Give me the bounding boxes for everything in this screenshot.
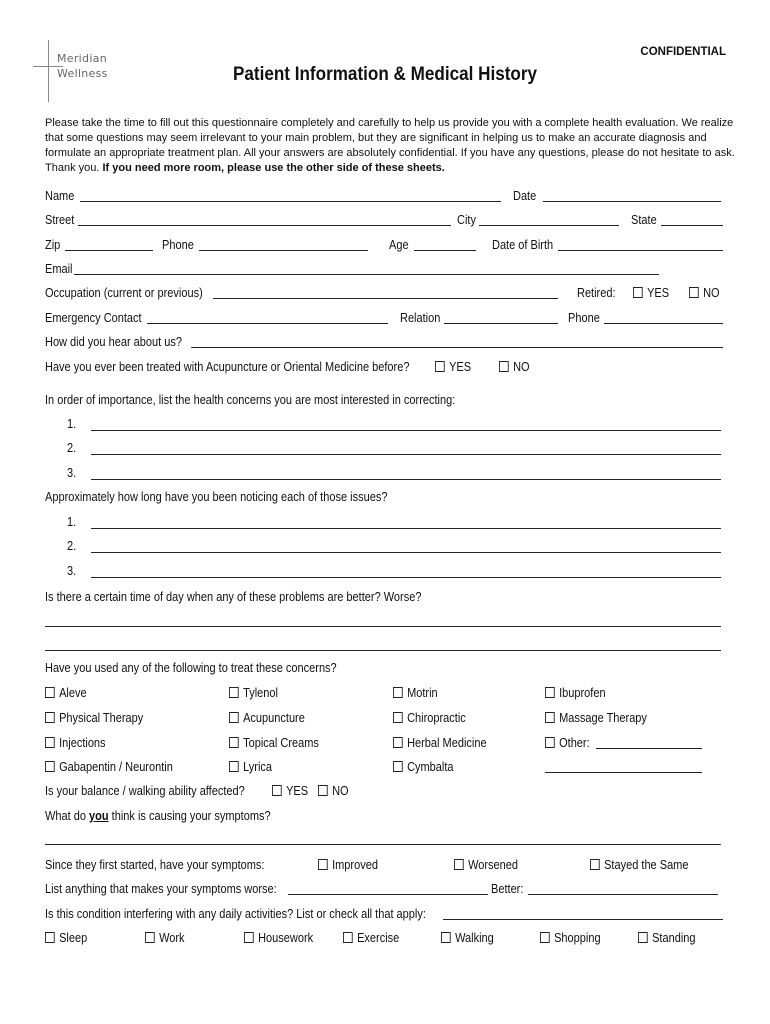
emergency-label: Emergency Contact xyxy=(45,311,142,325)
date-field[interactable] xyxy=(543,201,721,202)
treatment-label: Physical Therapy xyxy=(59,711,144,725)
intro-text: Please take the time to fill out this questionnaire completely and carefully to help us provide you with a complete health evaluation. We realize that some questions may seem irrelevant to your main problem, but they are significant in helping us to make an accurate diagnosis and formulate an appropriate treatment plan. All your answers are absolutely confidential. If you have any questions, please do not hesitate to ask. Thank you. xyxy=(45,117,735,174)
checkbox-icon xyxy=(638,932,648,943)
checkbox-icon xyxy=(454,859,464,870)
dob-label: Date of Birth xyxy=(492,238,554,252)
checkbox-icon xyxy=(272,785,282,796)
age-label: Age xyxy=(389,238,409,252)
checkbox-icon xyxy=(441,932,451,943)
occupation-field[interactable] xyxy=(213,298,558,299)
emergency-field[interactable] xyxy=(147,323,388,324)
checkbox-icon xyxy=(229,712,239,723)
checkbox-icon xyxy=(545,712,555,723)
activity-label: Walking xyxy=(455,931,494,945)
cause-pre: What do xyxy=(45,809,86,823)
treatment-label: Lyrica xyxy=(243,760,273,774)
zip-label: Zip xyxy=(45,238,61,252)
balance-no-label: NO xyxy=(332,784,349,798)
acupuncture-question: Have you ever been treated with Acupuncture or Oriental Medicine before? xyxy=(45,360,410,374)
checkbox-icon xyxy=(689,287,699,298)
time-field-1[interactable] xyxy=(45,626,721,627)
daily-field[interactable] xyxy=(443,919,723,920)
treatment-gabapentin[interactable] xyxy=(45,759,173,775)
better-label: Better: xyxy=(491,882,524,896)
page-title: Patient Information & Medical History xyxy=(232,64,538,85)
balance-yes-label: YES xyxy=(286,784,309,798)
date-label: Date xyxy=(513,189,537,203)
treatment-chiropractic[interactable] xyxy=(393,710,466,726)
checkbox-icon xyxy=(318,859,328,870)
duration-field-2[interactable] xyxy=(91,552,721,553)
checkbox-icon xyxy=(540,932,550,943)
treatment-label: Massage Therapy xyxy=(559,711,647,725)
treatment-label: Acupuncture xyxy=(243,711,305,725)
time-field-2[interactable] xyxy=(45,650,721,651)
since-worsened[interactable] xyxy=(454,857,518,873)
cause-you: you xyxy=(89,809,109,823)
retired-no-label: NO xyxy=(703,286,720,300)
treatment-other[interactable] xyxy=(545,735,590,751)
confidential-label: CONFIDENTIAL xyxy=(640,46,726,58)
duration-num-3: 3. xyxy=(67,564,77,578)
treatment-aleve[interactable] xyxy=(45,685,87,701)
checkbox-icon xyxy=(45,737,55,748)
occupation-label: Occupation (current or previous) xyxy=(45,286,203,300)
phone-field[interactable] xyxy=(199,250,368,251)
activity-label: Shopping xyxy=(554,931,601,945)
state-field[interactable] xyxy=(661,225,723,226)
treatment-motrin[interactable] xyxy=(393,685,438,701)
activity-label: Standing xyxy=(652,931,696,945)
duration-question: Approximately how long have you been noticing each of those issues? xyxy=(45,490,388,504)
treatment-label: Other: xyxy=(559,736,590,750)
name-field[interactable] xyxy=(80,201,501,202)
since-same-label: Stayed the Same xyxy=(604,858,689,872)
activity-shopping[interactable] xyxy=(540,930,601,946)
treatment-label: Gabapentin / Neurontin xyxy=(59,760,173,774)
treatment-label: Herbal Medicine xyxy=(407,736,487,750)
activity-exercise[interactable] xyxy=(343,930,399,946)
activity-housework[interactable] xyxy=(244,930,313,946)
checkbox-icon xyxy=(343,932,353,943)
checkbox-icon xyxy=(229,737,239,748)
checkbox-icon xyxy=(45,687,55,698)
balance-yes[interactable] xyxy=(272,783,308,799)
dob-field[interactable] xyxy=(558,250,723,251)
treatment-injections[interactable] xyxy=(45,735,106,751)
treatment-label: Cymbalta xyxy=(407,760,454,774)
checkbox-icon xyxy=(499,361,509,372)
checkbox-icon xyxy=(45,712,55,723)
checkbox-icon xyxy=(229,761,239,772)
treatment-label: Aleve xyxy=(59,686,87,700)
checkbox-icon xyxy=(393,687,403,698)
treatment-acupuncture[interactable] xyxy=(229,710,305,726)
since-question: Since they first started, have your symptoms: xyxy=(45,858,265,872)
checkbox-icon xyxy=(45,932,55,943)
retired-yes[interactable] xyxy=(633,285,669,301)
treatment-physical-therapy[interactable] xyxy=(45,710,143,726)
concerns-question: In order of importance, list the health concerns you are most interested in correcting: xyxy=(45,393,456,407)
treatment-herbal-medicine[interactable] xyxy=(393,735,487,751)
balance-no[interactable] xyxy=(318,783,349,799)
logo-line2: Wellness xyxy=(57,67,108,80)
checkbox-icon xyxy=(393,712,403,723)
hear-label: How did you hear about us? xyxy=(45,335,182,349)
treatment-label: Topical Creams xyxy=(243,736,319,750)
checkbox-icon xyxy=(545,687,555,698)
daily-question: Is this condition interfering with any daily activities? List or check all that apply: xyxy=(45,907,426,921)
treatment-massage-therapy[interactable] xyxy=(545,710,647,726)
activity-sleep[interactable] xyxy=(45,930,87,946)
acupuncture-no[interactable] xyxy=(499,359,530,375)
balance-question: Is your balance / walking ability affected? xyxy=(45,784,245,798)
worse-field[interactable] xyxy=(288,894,488,895)
since-improved[interactable] xyxy=(318,857,378,873)
checkbox-icon xyxy=(393,737,403,748)
concern-field-1[interactable] xyxy=(91,430,721,431)
state-label: State xyxy=(631,213,657,227)
treatment-label: Injections xyxy=(59,736,106,750)
concern-num-2: 2. xyxy=(67,441,77,455)
city-field[interactable] xyxy=(479,225,619,226)
treatments-question: Have you used any of the following to treat these concerns? xyxy=(45,661,337,675)
duration-field-1[interactable] xyxy=(91,528,721,529)
phone-label: Phone xyxy=(162,238,194,252)
treatment-cymbalta[interactable] xyxy=(393,759,454,775)
retired-no[interactable] xyxy=(689,285,720,301)
logo-line1: Meridian xyxy=(57,52,107,65)
cause-post: think is causing your symptoms? xyxy=(111,809,271,823)
acupuncture-yes-label: YES xyxy=(449,360,472,374)
name-label: Name xyxy=(45,189,75,203)
checkbox-icon xyxy=(393,761,403,772)
treatment-tylenol[interactable] xyxy=(229,685,278,701)
checkbox-icon xyxy=(633,287,643,298)
activity-label: Exercise xyxy=(357,931,400,945)
treatment-label: Ibuprofen xyxy=(559,686,606,700)
activity-work[interactable] xyxy=(145,930,185,946)
treatment-ibuprofen[interactable] xyxy=(545,685,606,701)
worse-label: List anything that makes your symptoms worse: xyxy=(45,882,277,896)
email-label: Email xyxy=(45,262,73,276)
checkbox-icon xyxy=(318,785,328,796)
zip-field[interactable] xyxy=(65,250,153,251)
age-field[interactable] xyxy=(414,250,476,251)
hear-field[interactable] xyxy=(191,347,723,348)
intro-paragraph xyxy=(45,116,735,176)
retired-yes-label: YES xyxy=(647,286,670,300)
concern-num-3: 3. xyxy=(67,466,77,480)
treatment-topical-creams[interactable] xyxy=(229,735,319,751)
activity-standing[interactable] xyxy=(638,930,696,946)
treatment-label: Chiropractic xyxy=(407,711,466,725)
retired-label: Retired: xyxy=(577,286,616,300)
email-field[interactable] xyxy=(74,274,659,275)
relation-field[interactable] xyxy=(444,323,558,324)
activity-label: Housework xyxy=(258,931,314,945)
duration-field-3[interactable] xyxy=(91,577,721,578)
treatment-label: Motrin xyxy=(407,686,438,700)
cause-question xyxy=(45,808,271,824)
phone2-label: Phone xyxy=(568,311,600,325)
treatment-label: Tylenol xyxy=(243,686,278,700)
treatment-lyrica[interactable] xyxy=(229,759,272,775)
city-label: City xyxy=(457,213,476,227)
street-label: Street xyxy=(45,213,75,227)
checkbox-icon xyxy=(45,761,55,772)
since-improved-label: Improved xyxy=(332,858,378,872)
treatment-other-field[interactable] xyxy=(596,748,702,749)
better-field[interactable] xyxy=(528,894,718,895)
street-field[interactable] xyxy=(78,225,451,226)
checkbox-icon xyxy=(229,687,239,698)
treatment-other-field-2[interactable] xyxy=(545,772,702,773)
checkbox-icon xyxy=(590,859,600,870)
activity-walking[interactable] xyxy=(441,930,494,946)
concern-num-1: 1. xyxy=(67,417,77,431)
activity-label: Work xyxy=(159,931,185,945)
relation-label: Relation xyxy=(400,311,441,325)
checkbox-icon xyxy=(435,361,445,372)
checkbox-icon xyxy=(545,737,555,748)
duration-num-1: 1. xyxy=(67,515,77,529)
concern-field-3[interactable] xyxy=(91,479,721,480)
checkbox-icon xyxy=(244,932,254,943)
activity-label: Sleep xyxy=(59,931,88,945)
intro-bold: If you need more room, please use the other side of these sheets. xyxy=(102,162,445,174)
since-worsened-label: Worsened xyxy=(468,858,519,872)
acupuncture-yes[interactable] xyxy=(435,359,471,375)
since-same[interactable] xyxy=(590,857,688,873)
checkbox-icon xyxy=(145,932,155,943)
acupuncture-no-label: NO xyxy=(513,360,530,374)
time-question: Is there a certain time of day when any of these problems are better? Worse? xyxy=(45,590,422,604)
duration-num-2: 2. xyxy=(67,539,77,553)
concern-field-2[interactable] xyxy=(91,454,721,455)
phone2-field[interactable] xyxy=(604,323,723,324)
cause-field[interactable] xyxy=(45,844,721,845)
